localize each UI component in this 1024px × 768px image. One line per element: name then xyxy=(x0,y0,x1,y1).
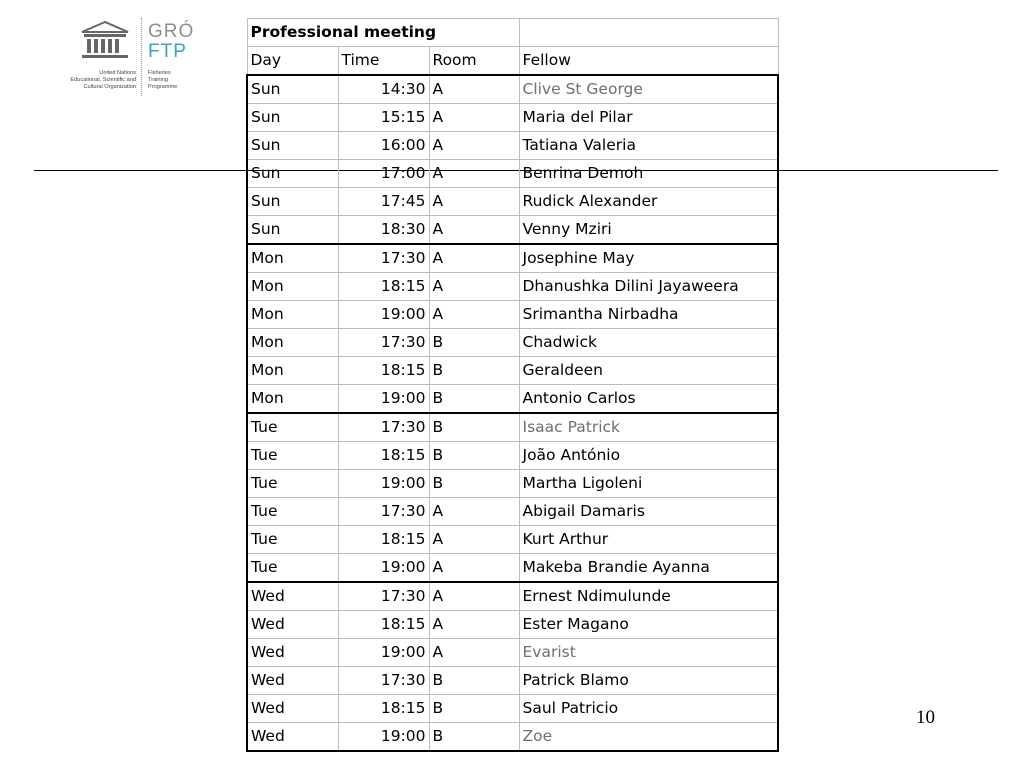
cell-time: 17:30 xyxy=(338,667,429,695)
cell-day: Sun xyxy=(247,188,338,216)
cell-room: A xyxy=(429,611,519,639)
cell-room: B xyxy=(429,723,519,752)
cell-day: Sun xyxy=(247,104,338,132)
cell-fellow: Venny Mziri xyxy=(519,216,778,245)
cell-room: A xyxy=(429,526,519,554)
cell-time: 17:30 xyxy=(338,498,429,526)
cell-time: 19:00 xyxy=(338,470,429,498)
cell-day: Mon xyxy=(247,301,338,329)
cell-fellow: Tatiana Valeria xyxy=(519,132,778,160)
table-row xyxy=(247,639,778,667)
header-room: Room xyxy=(429,47,519,76)
cell-room: A xyxy=(429,188,519,216)
cell-fellow: Maria del Pilar xyxy=(519,104,778,132)
unesco-temple-icon xyxy=(80,20,130,62)
cell-day: Mon xyxy=(247,273,338,301)
table-row xyxy=(247,526,778,554)
schedule-table xyxy=(246,18,779,752)
header-fellow: Fellow xyxy=(519,47,778,76)
cell-fellow: Martha Ligoleni xyxy=(519,470,778,498)
table-row xyxy=(247,611,778,639)
cell-day: Sun xyxy=(247,160,338,188)
cell-day: Wed xyxy=(247,695,338,723)
cell-time: 18:15 xyxy=(338,442,429,470)
table-title-row xyxy=(247,19,778,47)
cell-day: Wed xyxy=(247,611,338,639)
table-row xyxy=(247,160,778,188)
logo-fisheries-text: Fisheries Training Programme xyxy=(148,70,178,90)
cell-room: B xyxy=(429,329,519,357)
cell-fellow: Kurt Arthur xyxy=(519,526,778,554)
cell-room: A xyxy=(429,104,519,132)
logo-gro-text: GRÓ xyxy=(148,21,195,42)
table-row xyxy=(247,695,778,723)
table-row xyxy=(247,357,778,385)
cell-room: A xyxy=(429,554,519,583)
cell-time: 18:15 xyxy=(338,357,429,385)
table-row xyxy=(247,554,778,583)
table-row xyxy=(247,413,778,442)
cell-fellow: Evarist xyxy=(519,639,778,667)
table-row xyxy=(247,75,778,104)
cell-time: 17:00 xyxy=(338,160,429,188)
cell-fellow: Ernest Ndimulunde xyxy=(519,582,778,611)
cell-day: Mon xyxy=(247,329,338,357)
cell-fellow: Chadwick xyxy=(519,329,778,357)
table-row xyxy=(247,301,778,329)
table-row xyxy=(247,273,778,301)
cell-time: 17:30 xyxy=(338,244,429,273)
page-number: 10 xyxy=(916,707,935,728)
table-row xyxy=(247,132,778,160)
cell-room: A xyxy=(429,301,519,329)
cell-day: Tue xyxy=(247,526,338,554)
cell-fellow: Saul Patricio xyxy=(519,695,778,723)
table-row xyxy=(247,216,778,245)
cell-room: B xyxy=(429,385,519,414)
cell-fellow: Antonio Carlos xyxy=(519,385,778,414)
cell-fellow: Geraldeen xyxy=(519,357,778,385)
cell-time: 17:30 xyxy=(338,413,429,442)
table-title: Professional meeting xyxy=(247,19,519,47)
cell-fellow: Josephine May xyxy=(519,244,778,273)
table-row xyxy=(247,442,778,470)
table-row xyxy=(247,188,778,216)
table-row xyxy=(247,498,778,526)
cell-room: A xyxy=(429,639,519,667)
cell-time: 17:30 xyxy=(338,329,429,357)
cell-room: A xyxy=(429,75,519,104)
cell-fellow: Srimantha Nirbadha xyxy=(519,301,778,329)
cell-time: 19:00 xyxy=(338,554,429,583)
cell-time: 17:45 xyxy=(338,188,429,216)
cell-day: Wed xyxy=(247,582,338,611)
cell-day: Wed xyxy=(247,639,338,667)
cell-day: Mon xyxy=(247,385,338,414)
cell-fellow: Zoe xyxy=(519,723,778,752)
cell-room: B xyxy=(429,357,519,385)
cell-day: Wed xyxy=(247,667,338,695)
cell-fellow: Patrick Blamo xyxy=(519,667,778,695)
cell-fellow: Ester Magano xyxy=(519,611,778,639)
cell-time: 18:15 xyxy=(338,273,429,301)
cell-fellow: Isaac Patrick xyxy=(519,413,778,442)
cell-day: Tue xyxy=(247,413,338,442)
logo-ftp-text: FTP xyxy=(148,41,187,62)
cell-room: A xyxy=(429,273,519,301)
cell-room: A xyxy=(429,216,519,245)
cell-time: 18:30 xyxy=(338,216,429,245)
cell-time: 18:15 xyxy=(338,526,429,554)
cell-fellow: Rudick Alexander xyxy=(519,188,778,216)
table-row xyxy=(247,385,778,414)
cell-day: Tue xyxy=(247,470,338,498)
table-header-row xyxy=(247,47,778,76)
cell-day: Wed xyxy=(247,723,338,752)
logo-divider xyxy=(141,18,142,96)
cell-room: B xyxy=(429,695,519,723)
table-row xyxy=(247,104,778,132)
cell-time: 14:30 xyxy=(338,75,429,104)
cell-fellow: Clive St George xyxy=(519,75,778,104)
header-time: Time xyxy=(338,47,429,76)
table-row xyxy=(247,329,778,357)
cell-time: 18:15 xyxy=(338,695,429,723)
cell-room: B xyxy=(429,667,519,695)
cell-day: Tue xyxy=(247,498,338,526)
table-row xyxy=(247,582,778,611)
cell-room: B xyxy=(429,470,519,498)
cell-fellow: João António xyxy=(519,442,778,470)
cell-time: 19:00 xyxy=(338,385,429,414)
table-row xyxy=(247,667,778,695)
cell-time: 18:15 xyxy=(338,611,429,639)
cell-day: Sun xyxy=(247,216,338,245)
table-row xyxy=(247,723,778,752)
cell-day: Sun xyxy=(247,75,338,104)
logo-un-text: United Nations Educational, Scientific and Cultural Organization xyxy=(70,70,136,90)
cell-fellow: Benrina Demoh xyxy=(519,160,778,188)
cell-room: A xyxy=(429,498,519,526)
cell-room: A xyxy=(429,160,519,188)
cell-fellow: Dhanushka Dilini Jayaweera xyxy=(519,273,778,301)
cell-time: 17:30 xyxy=(338,582,429,611)
header-day: Day xyxy=(247,47,338,76)
cell-day: Tue xyxy=(247,442,338,470)
cell-time: 16:00 xyxy=(338,132,429,160)
cell-fellow: Makeba Brandie Ayanna xyxy=(519,554,778,583)
table-title-empty-cell xyxy=(519,19,778,47)
cell-room: B xyxy=(429,413,519,442)
cell-time: 19:00 xyxy=(338,639,429,667)
cell-day: Mon xyxy=(247,244,338,273)
cell-fellow: Abigail Damaris xyxy=(519,498,778,526)
cell-time: 15:15 xyxy=(338,104,429,132)
cell-room: A xyxy=(429,582,519,611)
cell-time: 19:00 xyxy=(338,723,429,752)
table-row xyxy=(247,244,778,273)
table-row xyxy=(247,470,778,498)
cell-day: Tue xyxy=(247,554,338,583)
unesco-grofptp-logo xyxy=(56,16,206,102)
cell-time: 19:00 xyxy=(338,301,429,329)
cell-room: A xyxy=(429,132,519,160)
cell-day: Mon xyxy=(247,357,338,385)
cell-day: Sun xyxy=(247,132,338,160)
cell-room: B xyxy=(429,442,519,470)
cell-room: A xyxy=(429,244,519,273)
